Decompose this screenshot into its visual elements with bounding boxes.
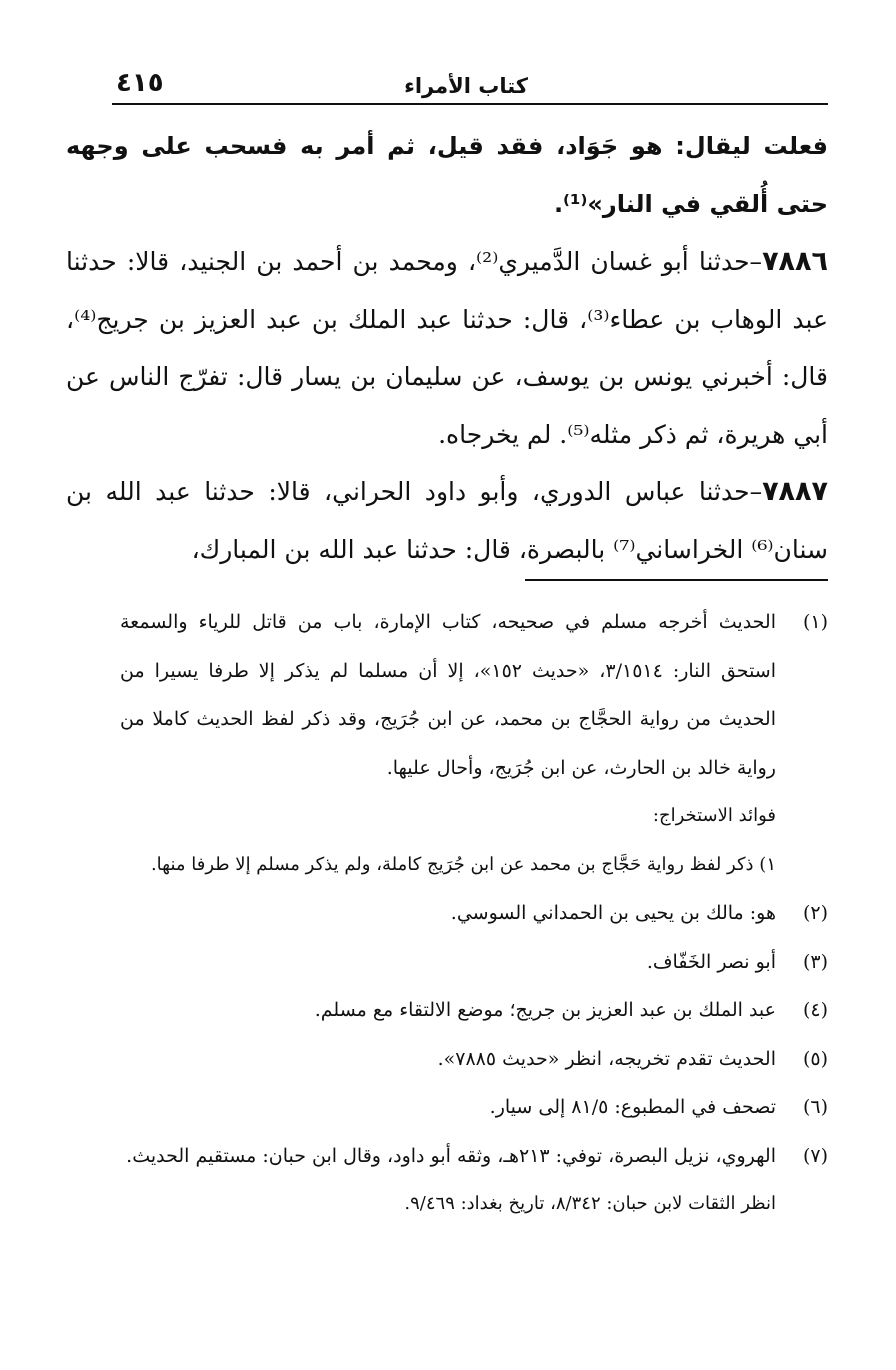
footnote-mark: (٧) [802, 1144, 828, 1167]
footnote-text: الهروي، نزيل البصرة، توفي: ٢١٣هـ، وثقه أبو داود، وقال ابن حبان: مستقيم الحديث. [126, 1144, 776, 1167]
footnote-text: هو: مالك بن يحيى بن الحمداني السوسي. [450, 902, 776, 924]
footnote-mark: (١) [802, 611, 828, 633]
footnote-1 [120, 598, 828, 792]
footnote-7 [120, 1132, 828, 1181]
running-title: كتاب الأمراء [404, 74, 528, 98]
page-number: ٤١٥ [116, 68, 164, 98]
hadith-text: –حدثنا أبو غسان الدَّميري⁽²⁾، ومحمد بن أحمد بن الجنيد، قالا: حدثنا عبد الوهاب بن عطاء⁽³⁾، قال: حدثنا عبد الملك بن عبد العزيز بن جريج⁽⁴⁾، قال: أخبرني يونس بن يوسف، عن سليمان بن يسار قال: تفرّج الناس عن أبي هريرة، ثم ذكر مثله⁽⁵⁾. لم يخرجاه. [66, 247, 828, 449]
main-text [66, 118, 828, 578]
footnote-mark: (٤) [802, 999, 828, 1021]
footnote-1-sub-heading: فوائد الاستخراج: [652, 805, 776, 826]
hadith-text: –حدثنا عباس الدوري، وأبو داود الحراني، قالا: حدثنا عبد الله بن سنان⁽⁶⁾ الخراساني⁽⁷⁾ بالبصرة، قال: حدثنا عبد الله بن المبارك، [66, 477, 828, 564]
opening-paragraph: فعلت ليقال: هو جَوَاد، فقد قيل، ثم أمر به فسحب على وجهه حتى أُلقي في النار»⁽¹⁾. [66, 132, 828, 218]
footnote-mark: (٢) [802, 902, 828, 924]
footnote-4 [120, 986, 828, 1035]
hadith-7886 [66, 233, 828, 463]
footnote-2 [120, 889, 828, 938]
footnote-5 [120, 1035, 828, 1084]
hadith-number: ٧٨٨٦ [762, 246, 828, 277]
footnote-7-sub-line: انظر الثقات لابن حبان: ٨/٣٤٢، تاريخ بغداد: ٩/٤٦٩. [404, 1193, 776, 1214]
footnote-6 [120, 1083, 828, 1132]
hadith-number: ٧٨٨٧ [762, 476, 828, 507]
footnote-text: عبد الملك بن عبد العزيز بن جريج؛ موضع الالتقاء مع مسلم. [314, 999, 776, 1021]
footnote-mark: (٣) [802, 950, 828, 973]
footnote-1-sub-point: ١) ذكر لفظ رواية حَجَّاج بن محمد عن ابن جُرَيج كاملة، ولم يذكر مسلم إلا طرفا منها. [150, 853, 776, 875]
footnote-mark: (٦) [802, 1096, 828, 1118]
footnote-text: الحديث تقدم تخريجه، انظر «حديث ٧٨٨٥». [437, 1047, 776, 1070]
footnote-3 [120, 938, 828, 987]
footnote-text: أبو نصر الخَفّاف. [646, 950, 776, 973]
header-rule [112, 103, 828, 105]
footnote-text: تصحف في المطبوع: ٨١/٥ إلى سيار. [489, 1096, 776, 1118]
footnote-text: الحديث أخرجه مسلم في صحيحه، كتاب الإمارة، باب من قاتل للرياء والسمعة استحق النار: ٣/١٥١٤، «حديث ١٥٢»، إلا أن مسلما لم يذكر إلا طرفا يسيرا من الحديث من رواية الحجَّاج بن محمد، عن ابن جُرَيج، وقد ذكر لفظ الحديث كاملا من رواية خالد بن الحارث، عن ابن جُرَيج، وأحال عليها. [120, 611, 777, 779]
footnotes [120, 598, 828, 1229]
footnote-mark: (٥) [802, 1047, 828, 1070]
footnote-rule [525, 579, 828, 581]
hadith-7887 [66, 463, 828, 578]
running-head [112, 66, 828, 106]
